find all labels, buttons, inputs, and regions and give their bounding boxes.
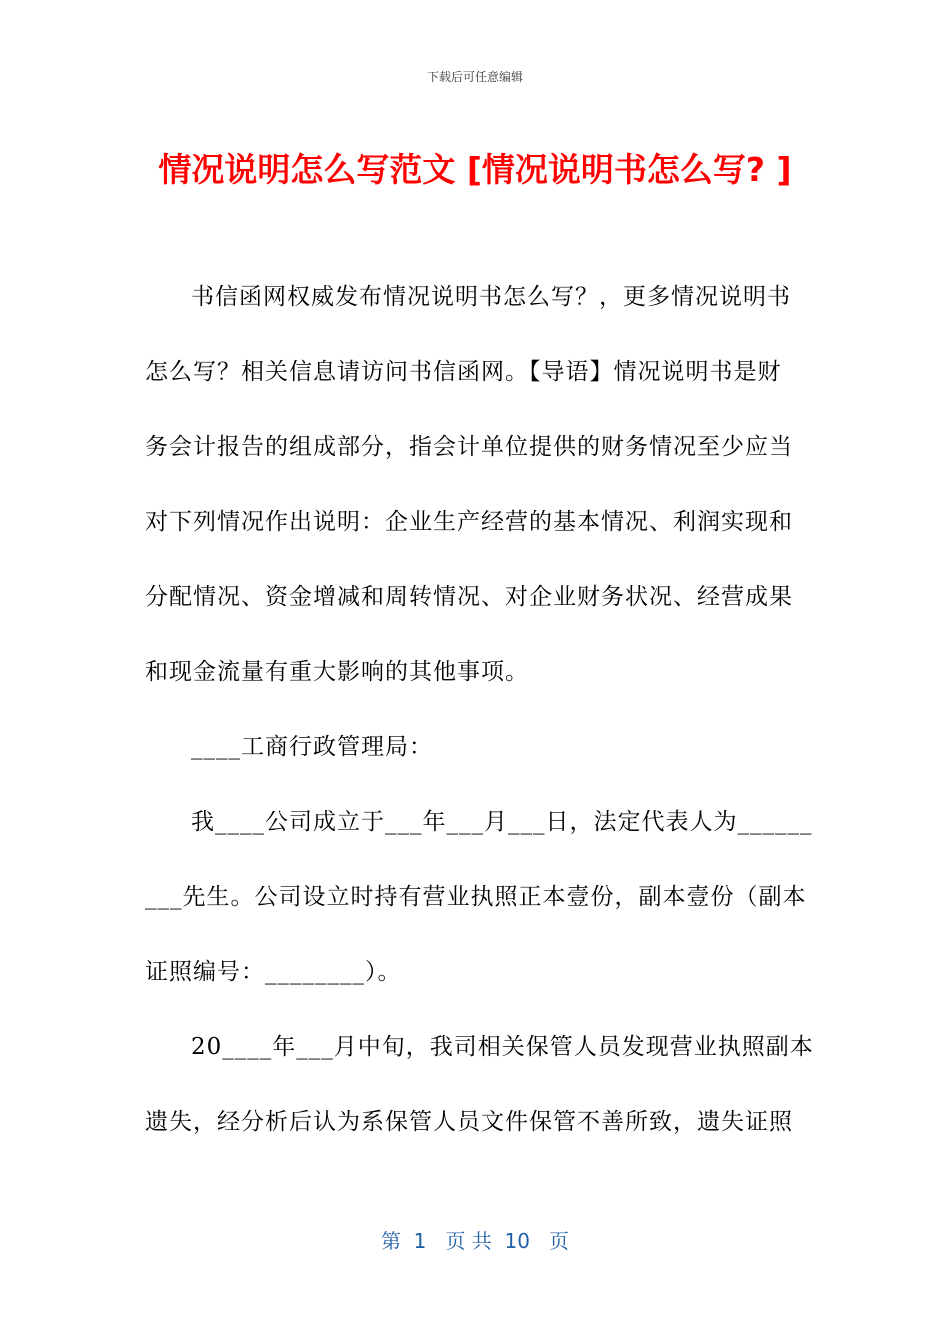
document-title: 情况说明怎么写范文 [情况说明书怎么写? ] xyxy=(158,150,792,189)
document-body xyxy=(145,260,814,1160)
paragraph-line: 我____公司成立于___年___月___日，法定代表人为______ xyxy=(191,809,813,835)
paragraph-line: 务会计报告的组成部分，指会计单位提供的财务情况至少应当 xyxy=(145,434,793,460)
paragraph-line: 怎么写？相关信息请访问书信函网。【导语】情况说明书是财 xyxy=(145,359,782,385)
paragraph-line: ___先生。公司设立时持有营业执照正本壹份，副本壹份（副本 xyxy=(145,884,807,910)
paragraph-line: 对下列情况作出说明：企业生产经营的基本情况、利润实现和 xyxy=(145,509,793,535)
paragraph-line: 20____年___月中旬，我司相关保管人员发现营业执照副本 xyxy=(191,1034,814,1060)
paragraph-line: 遗失，经分析后认为系保管人员文件保管不善所致，遗失证照 xyxy=(145,1109,793,1135)
paragraph-line: 分配情况、资金增减和周转情况、对企业财务状况、经营成果 xyxy=(145,584,793,610)
paragraph-line: 和现金流量有重大影响的其他事项。 xyxy=(145,659,529,685)
addressee-line: ____工商行政管理局： xyxy=(191,734,433,760)
page-footer-pagination: 第 1 页 共 10 页 xyxy=(380,1229,570,1253)
paragraph-line: 书信函网权威发布情况说明书怎么写？，更多情况说明书 xyxy=(191,284,791,310)
paragraph-line: 证照编号：________）。 xyxy=(145,959,402,985)
page-header-note: 下载后可任意编辑 xyxy=(426,70,523,84)
